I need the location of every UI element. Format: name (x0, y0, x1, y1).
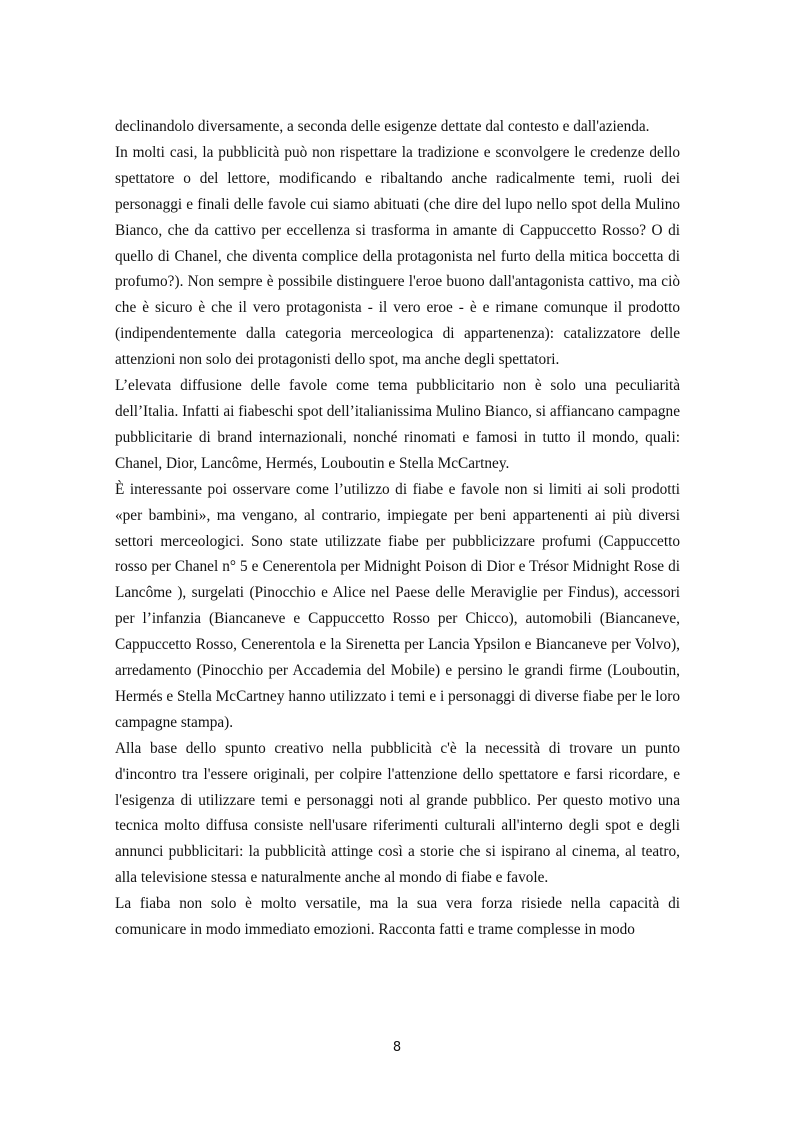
paragraph-2: In molti casi, la pubblicità può non rispettare la tradizione e sconvolgere le credenze dello spettatore o del lettore, modificando e ribaltando anche radicalmente temi, ruoli dei personaggi e finali delle favole cui siamo abituati (che dire del lupo nello spot della Mulino Bianco, che da cattivo per eccellenza si trasforma in amante di Cappuccetto Rosso? O di quello di Chanel, che diventa complice della protagonista nel furto della mitica boccetta di profumo?). Non sempre è possibile distinguere l'eroe buono dall'antagonista cattivo, ma ciò che è sicuro è che il vero protagonista - il vero eroe - è e rimane comunque il prodotto (indipendentemente dalla categoria merceologica di appartenenza): catalizzatore delle attenzioni non solo dei protagonisti dello spot, ma anche degli spettatori. (115, 143, 680, 369)
body-text (115, 114, 680, 943)
paragraph-5: Alla base dello spunto creativo nella pubblicità c'è la necessità di trovare un punto d'incontro tra l'essere originali, per colpire l'attenzione dello spettatore e farsi ricordare, e l'esigenza di utilizzare temi e personaggi noti al grande pubblico. Per questo motivo una tecnica molto diffusa consiste nell'usare riferimenti culturali all'interno degli spot e degli annunci pubblicitari: la pubblicità attinge così a storie che si ispirano al cinema, al teatro, alla televisione stessa e naturalmente anche al mondo di fiabe e favole. (115, 739, 680, 887)
paragraph-3: L’elevata diffusione delle favole come tema pubblicitario non è solo una peculiarità dell’Italia. Infatti ai fiabeschi spot dell’italianissima Mulino Bianco, si affiancano campagne pubblicitarie di brand internazionali, nonché rinomati e famosi in tutto il mondo, quali: Chanel, Dior, Lancôme, Hermés, Louboutin e Stella McCartney. (115, 377, 680, 472)
paragraph-6: La fiaba non solo è molto versatile, ma la sua vera forza risiede nella capacità di comunicare in modo immediato emozioni. Racconta fatti e trame complesse in modo (115, 895, 680, 939)
page-number: 8 (392, 1040, 402, 1055)
paragraph-1: declinandolo diversamente, a seconda delle esigenze dettate dal contesto e dall'azienda. (115, 118, 650, 135)
paragraph-4: È interessante poi osservare come l’utilizzo di fiabe e favole non si limiti ai soli prodotti «per bambini», ma vengano, al contrario, impiegate per beni appartenenti ai più diversi settori merceologici. Sono state utilizzate fiabe per pubblicizzare profumi (Cappuccetto rosso per Chanel n° 5 e Cenerentola per Midnight Poison di Dior e Trésor Midnight Rose di Lancôme ), surgelati (Pinocchio e Alice nel Paese delle Meraviglie per Findus), accessori per l’infanzia (Biancaneve e Cappuccetto Rosso per Chicco), automobili (Biancaneve, Cappuccetto Rosso, Cenerentola e la Sirenetta per Lancia Ypsilon e Biancaneve per Volvo), arredamento (Pinocchio per Accademia del Mobile) e persino le grandi firme (Louboutin, Hermés e Stella McCartney hanno utilizzato i temi e i personaggi di diverse fiabe per le loro campagne stampa). (115, 480, 680, 731)
